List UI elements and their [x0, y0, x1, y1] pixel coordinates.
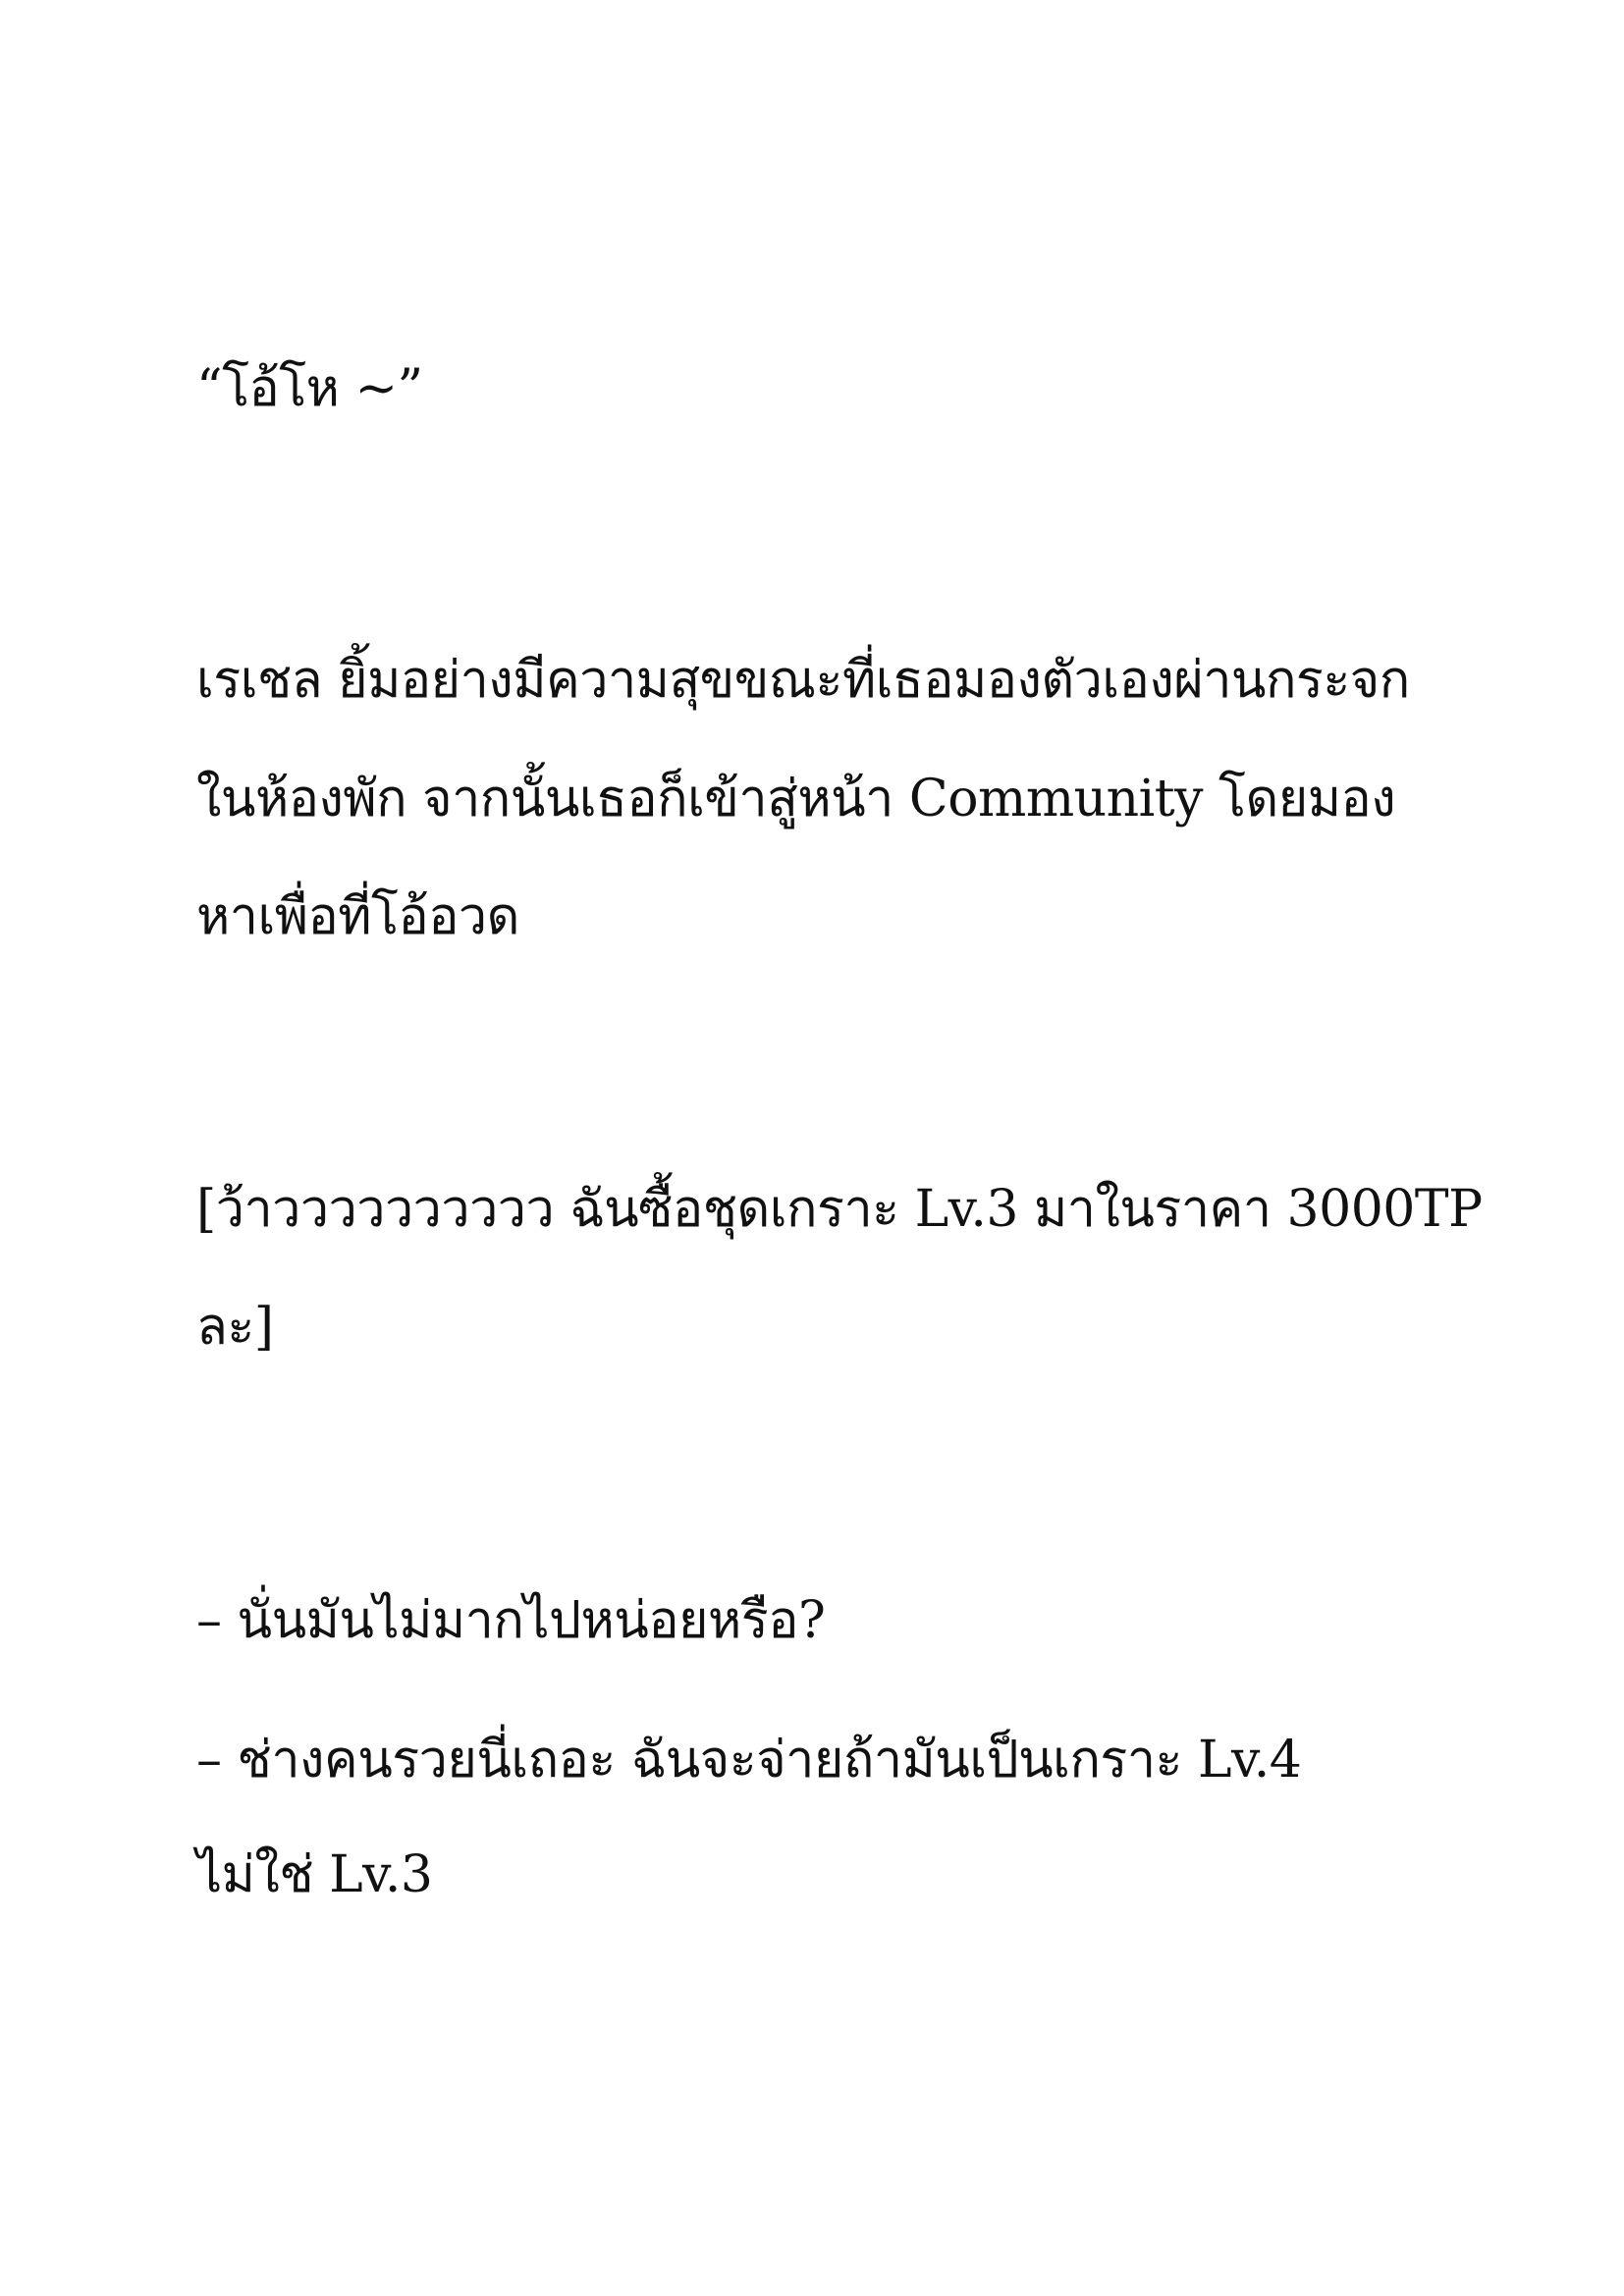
exclamation-line: “โอ้โห ~”	[196, 359, 423, 418]
comment-line-3: ไม่ใช่ Lv.3	[196, 1845, 433, 1904]
post-line-1: [ว้าวววววววววว ฉันซื้อชุดเกราะ Lv.3 มาในราคา 3000TP	[196, 1180, 1483, 1239]
post-line-2: ละ]	[196, 1298, 274, 1357]
comment-line-1: – นั่นมันไม่มากไปหน่อยหรือ?	[196, 1591, 826, 1650]
narration-line-2: ในห้องพัก จากนั้นเธอก็เข้าสู่หน้า Community โดยมอง	[196, 770, 1396, 828]
narration-line-3: หาเพื่อที่โอ้อวด	[196, 887, 519, 946]
comment-line-2: – ช่างคนรวยนี่เถอะ ฉันจะจ่ายถ้ามันเป็นเกราะ Lv.4	[196, 1731, 1302, 1789]
narration-line-1: เรเชล ยิ้มอย่างมีความสุขขณะที่เธอมองตัวเองผ่านกระจก	[196, 651, 1410, 710]
